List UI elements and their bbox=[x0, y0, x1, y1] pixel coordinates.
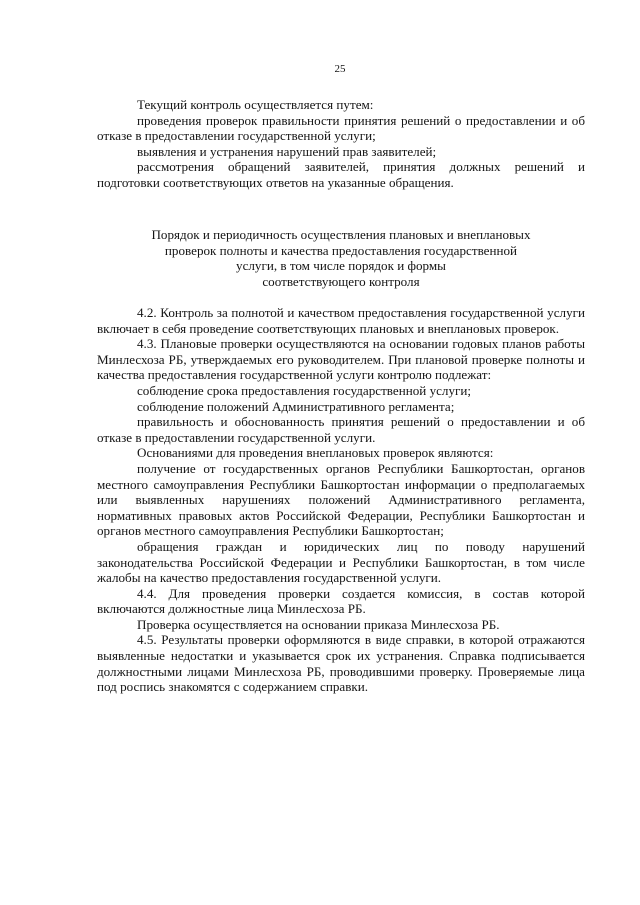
paragraph: Основаниями для проведения внеплановых проверок являются: bbox=[137, 445, 494, 461]
heading-line: услуги, в том числе порядок и формы bbox=[236, 258, 446, 274]
heading-line: проверок полноты и качества предоставления государственной bbox=[164, 242, 518, 258]
inspection-section bbox=[97, 305, 585, 695]
paragraph: обращения граждан и юридических лиц по поводу нарушений законодательства Российской Федерации и Республики Башкортостан, в том числе жалобы на качество предоставления государственной услуги. bbox=[97, 538, 585, 586]
paragraph: 4.3. Плановые проверки осуществляются на основании годовых планов работы Минлесхоза РБ, утверждаемых его руководителем. При плановой проверке полноты и качества предоставления государственной услуги контролю подлежат: bbox=[97, 336, 585, 383]
paragraph: 4.4. Для проведения проверки создается комиссия, в состав которой включаются должностные лица Минлесхоза РБ. bbox=[97, 585, 585, 617]
paragraph: Текущий контроль осуществляется путем: bbox=[137, 97, 374, 112]
paragraph: соблюдение положений Административного регламента; bbox=[137, 398, 455, 414]
paragraph: 4.5. Результаты проверки оформляются в виде справки, в которой отражаются выявленные недостатки и указывается срок их устранения. Справка подписывается должностными лицами Минлесхоза РБ, проводившими проверку. Проверяемые лица под роспись знакомятся с содержанием справки. bbox=[97, 632, 585, 695]
paragraph: получение от государственных органов Республики Башкортостан, органов местного самоуправления Республики Башкортостан информации о предполагаемых или выявленных нарушениях положений Административного регламента, нормативных правовых актов Российской Федерации, Республики Башкортостан и органов местного самоуправления Республики Башкортостан; bbox=[97, 460, 585, 539]
paragraph: выявления и устранения нарушений прав заявителей; bbox=[137, 143, 437, 159]
paragraph: проведения проверок правильности принятия решений о предоставлении и об отказе в предоставлении государственной услуги; bbox=[97, 112, 585, 144]
paragraph: рассмотрения обращений заявителей, принятия должных решений и подготовки соответствующих ответов на указанные обращения. bbox=[97, 159, 585, 190]
heading-line: Порядок и периодичность осуществления плановых и внеплановых bbox=[151, 227, 531, 242]
paragraph: Проверка осуществляется на основании приказа Минлесхоза РБ. bbox=[137, 616, 500, 632]
current-control-section bbox=[97, 97, 585, 191]
paragraph: правильность и обоснованность принятия решений о предоставлении и об отказе в предоставлении государственной услуги. bbox=[97, 414, 585, 445]
section-heading bbox=[97, 227, 585, 289]
heading-line: соответствующего контроля bbox=[262, 273, 420, 289]
paragraph: 4.2. Контроль за полнотой и качеством предоставления государственной услуги включает в себя проведение соответствующих плановых и внеплановых проверок. bbox=[97, 305, 585, 336]
page-number: 25 bbox=[334, 63, 346, 75]
paragraph: соблюдение срока предоставления государственной услуги; bbox=[137, 382, 472, 398]
